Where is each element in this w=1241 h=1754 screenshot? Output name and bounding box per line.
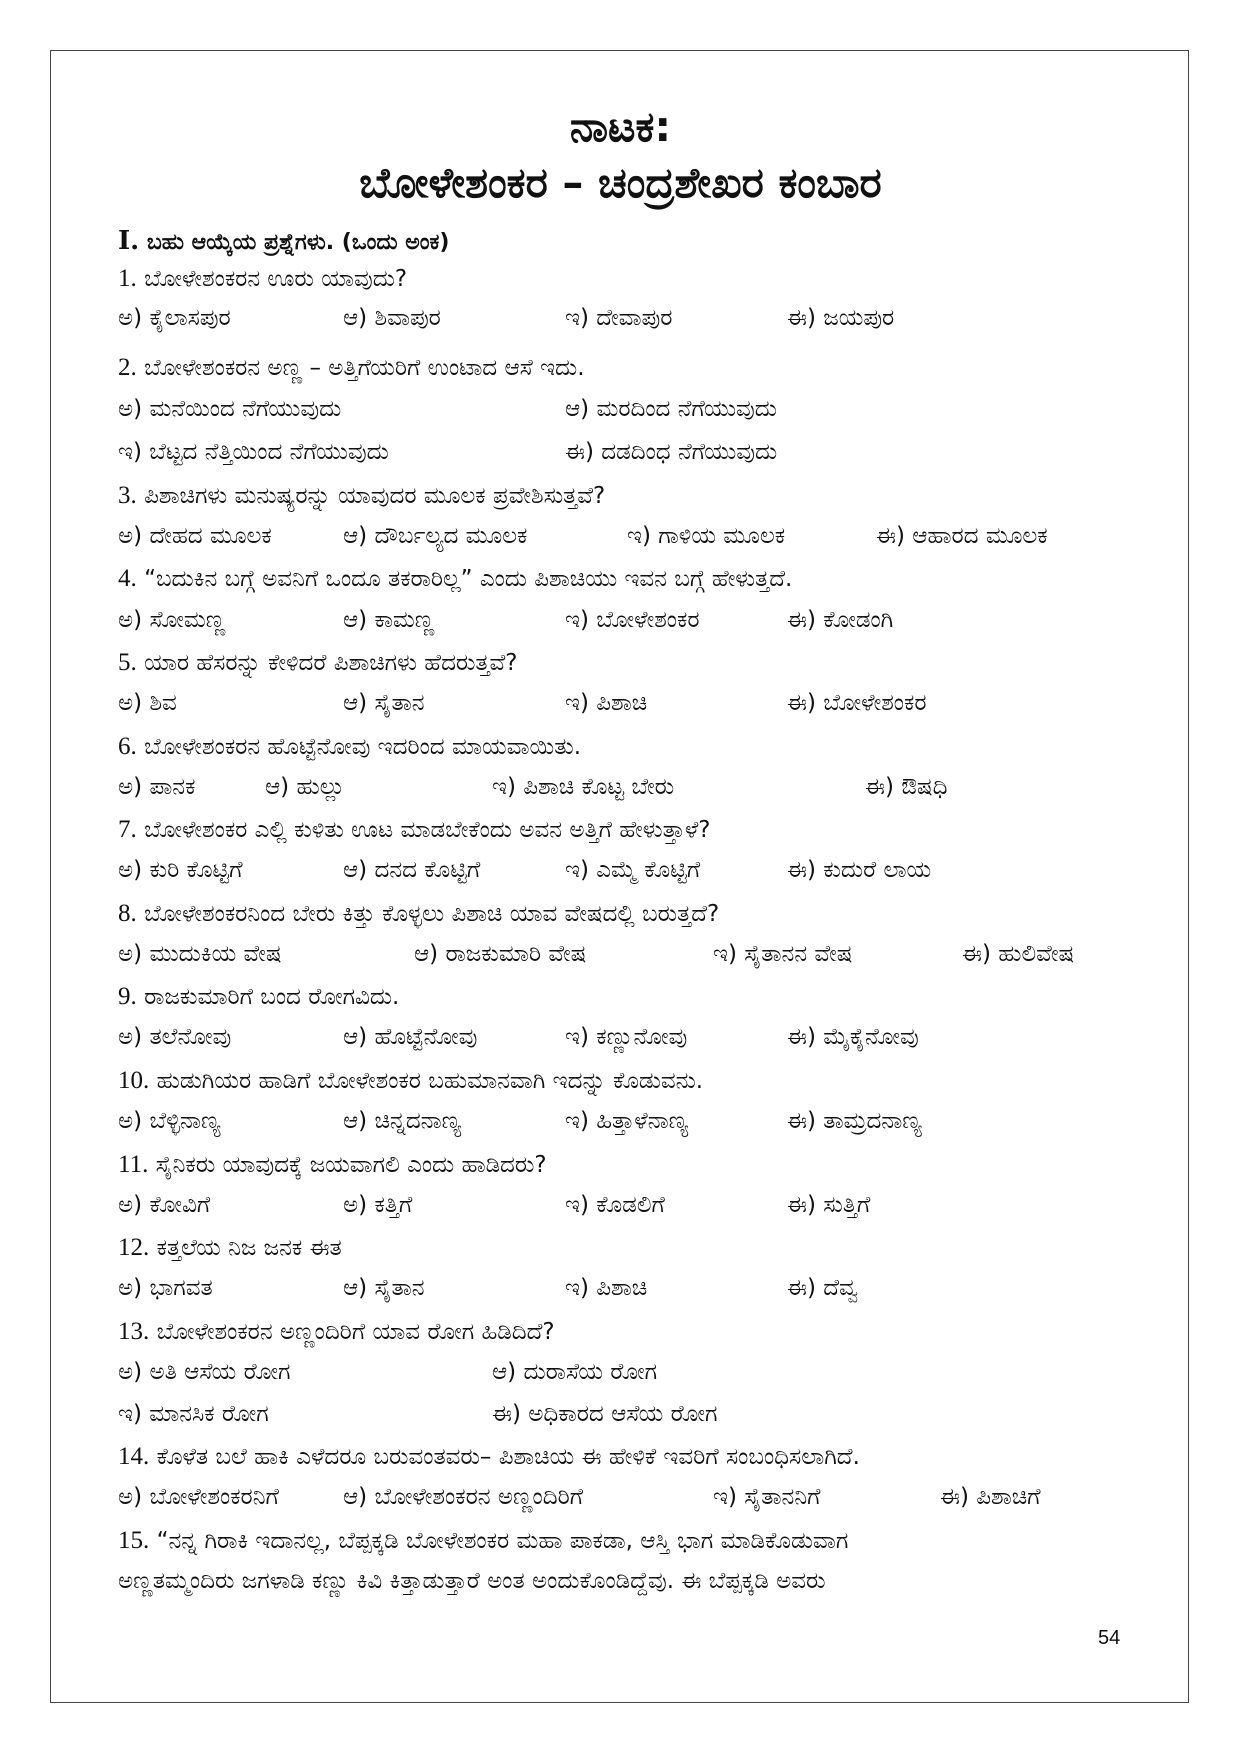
question-text: “ಬದುಕಿನ ಬಗ್ಗೆ ಅವನಿಗೆ ಒಂದೂ ತಕರಾರಿಲ್ಲ” ಎಂದು ಪಿಶಾಚಿಯು ಇವನ ಬಗ್ಗೆ ಹೇಳುತ್ತದೆ. xyxy=(144,566,793,592)
option-a: ಅ) ಮುದುಕಿಯ ವೇಷ xyxy=(118,941,282,967)
option-c: ಇ) ಕಣ್ಣುನೋವು xyxy=(565,1024,688,1050)
question-text: ಕತ್ತಲೆಯ ನಿಜ ಜನಕ ಈತ xyxy=(156,1235,342,1261)
question-text: ರಾಜಕುಮಾರಿಗೆ ಬಂದ ರೋಗವಿದು. xyxy=(144,984,400,1010)
question-7 xyxy=(118,817,710,842)
option-c: ಇ) ಸೈತಾನನ ವೇಷ xyxy=(713,941,853,967)
option-d: ಈ) ಕೋಡಂಗಿ xyxy=(787,607,894,633)
option-c: ಇ) ದೇವಾಪುರ xyxy=(565,305,673,331)
question-number: 12. xyxy=(118,1234,150,1261)
option-b: ಆ) ದನದ ಕೊಟ್ಟಿಗೆ xyxy=(343,857,481,883)
question-text: ಹುಡುಗಿಯರ ಹಾಡಿಗೆ ಬೋಳೇಶಂಕರ ಬಹುಮಾನವಾಗಿ ಇದನ್ನು ಕೊಡುವನು. xyxy=(156,1068,704,1094)
option-a: ಅ) ಬೆಳ್ಳಿನಾಣ್ಯ xyxy=(118,1108,221,1134)
option-a: ಅ) ಬೋಳೇಶಂಕರನಿಗೆ xyxy=(118,1484,279,1510)
option-b: ಆ) ಹುಲ್ಲು xyxy=(265,774,345,800)
option-d: ಈ) ಕುದುರೆ ಲಾಯ xyxy=(787,857,932,883)
option-a: ಅ) ತಲೆನೋವು xyxy=(118,1024,232,1050)
question-text: ಸೈನಿಕರು ಯಾವುದಕ್ಕೆ ಜಯವಾಗಲಿ ಎಂದು ಹಾಡಿದರು? xyxy=(155,1152,547,1178)
option-c: ಇ) ಬೋಳೇಶಂಕರ xyxy=(565,607,700,633)
question-number: 4. xyxy=(118,565,137,592)
option-d: ಈ) ದೆವ್ವ xyxy=(787,1275,858,1301)
option-a: ಅ) ಭಾಗವತ xyxy=(118,1275,213,1301)
option-b: ಅ) ಕತ್ತಿಗೆ xyxy=(343,1192,413,1218)
option-b: ಆ) ಸೈತಾನ xyxy=(343,690,425,716)
question-number: 15. xyxy=(118,1527,150,1554)
question-15 xyxy=(118,1528,848,1553)
question-9 xyxy=(118,984,399,1009)
section-label: ಬಹು ಆಯ್ಕೆಯ ಪ್ರಶ್ನೆಗಳು. (ಒಂದು ಅಂಕ) xyxy=(146,230,450,255)
question-number: 2. xyxy=(118,354,137,381)
question-10 xyxy=(118,1068,703,1093)
question-number: 14. xyxy=(118,1443,150,1470)
option-a: ಅ) ಶಿವ xyxy=(118,690,177,716)
option-d: ಈ) ಸುತ್ತಿಗೆ xyxy=(787,1192,871,1218)
option-b: ಆ) ಶಿವಾಪುರ xyxy=(343,305,441,331)
question-text: ಬೋಳೇಶಂಕರನ ಅಣ್ಣಂದಿರಿಗೆ ಯಾವ ರೋಗ ಹಿಡಿದಿದೆ? xyxy=(156,1319,555,1345)
option-d: ಈ) ತಾಮ್ರದನಾಣ್ಯ xyxy=(787,1108,922,1134)
option-b: ಆ) ದುರಾಸೆಯ ರೋಗ xyxy=(492,1359,658,1385)
question-3 xyxy=(118,483,605,508)
question-text: ಬೋಳೇಶಂಕರನಿಂದ ಬೇರು ಕಿತ್ತು ಕೊಳ್ಳಲು ಪಿಶಾಚಿ ಯಾವ ವೇಷದಲ್ಲಿ ಬರುತ್ತದೆ? xyxy=(144,901,720,927)
option-d: ಈ) ಪಿಶಾಚಿಗೆ xyxy=(940,1484,1041,1510)
question-2 xyxy=(118,355,585,380)
option-b: ಆ) ಚಿನ್ನದನಾಣ್ಯ xyxy=(343,1108,462,1134)
question-number: 8. xyxy=(118,900,137,927)
option-b: ಆ) ರಾಜಕುಮಾರಿ ವೇಷ xyxy=(414,941,587,967)
question-6 xyxy=(118,734,581,759)
question-number: 11. xyxy=(118,1151,149,1178)
section-number: I. xyxy=(118,226,140,256)
option-b: ಆ) ಬೋಳೇಶಂಕರನ ಅಣ್ಣಂದಿರಿಗೆ xyxy=(343,1484,584,1510)
question-text: ಬೋಳೇಶಂಕರ ಎಲ್ಲಿ ಕುಳಿತು ಊಟ ಮಾಡಬೇಕೆಂದು ಅವನ ಅತ್ತಿಗೆ ಹೇಳುತ್ತಾಳೆ? xyxy=(144,817,711,843)
option-b: ಆ) ಹೊಟ್ಟೆನೋವು xyxy=(343,1024,478,1050)
option-a: ಅ) ಸೋಮಣ್ಣ xyxy=(118,607,226,633)
option-c: ಇ) ಪಿಶಾಚಿ ಕೊಟ್ಟ ಬೇರು xyxy=(492,774,675,800)
option-d: ಈ) ಜಯಪುರ xyxy=(787,305,895,331)
question-8 xyxy=(118,901,719,926)
question-12 xyxy=(118,1235,342,1260)
question-number: 5. xyxy=(118,649,137,676)
question-number: 9. xyxy=(118,983,137,1010)
option-a: ಅ) ಕುರಿ ಕೊಟ್ಟಿಗೆ xyxy=(118,857,243,883)
option-c: ಇ) ಕೊಡಲಿಗೆ xyxy=(565,1192,665,1218)
question-text: ಬೋಳೇಶಂಕರನ ಹೊಟ್ಟೆನೋವು ಇದರಿಂದ ಮಾಯವಾಯಿತು. xyxy=(144,734,582,760)
question-text: ಪಿಶಾಚಿಗಳು ಮನುಷ್ಯರನ್ನು ಯಾವುದರ ಮೂಲಕ ಪ್ರವೇಶಿಸುತ್ತವೆ? xyxy=(144,483,606,509)
question-text: ಬೋಳೇಶಂಕರನ ಊರು ಯಾವುದು? xyxy=(144,266,408,292)
option-b: ಆ) ಕಾಮಣ್ಣ xyxy=(343,607,435,633)
option-b: ಆ) ಮರದಿಂದ ನೆಗೆಯುವುದು xyxy=(565,396,777,422)
question-text: “ನನ್ನ ಗಿರಾಕಿ ಇದಾನಲ್ಲ, ಬೆಪ್ಪಕ್ಕಡಿ ಬೋಳೇಶಂಕರ ಮಹಾ ಪಾಕಡಾ, ಆಸ್ತಿ ಭಾಗ ಮಾಡಿಕೊಡುವಾಗ xyxy=(156,1528,849,1554)
question-number: 3. xyxy=(118,482,137,509)
option-a: ಅ) ಮನೆಯಿಂದ ನೆಗೆಯುವುದು xyxy=(118,396,342,422)
option-d: ಈ) ಮೈಕೈನೋವು xyxy=(787,1024,919,1050)
question-number: 10. xyxy=(118,1067,150,1094)
option-d: ಈ) ಅಧಿಕಾರದ ಆಸೆಯ ರೋಗ xyxy=(492,1401,718,1427)
option-d: ಈ) ಹುಲಿವೇಷ xyxy=(962,941,1075,967)
question-number: 13. xyxy=(118,1318,150,1345)
option-c: ಇ) ಬೆಟ್ಟದ ನೆತ್ತಿಯಿಂದ ನೆಗೆಯುವುದು xyxy=(118,439,389,465)
question-number: 1. xyxy=(118,265,137,292)
option-c: ಇ) ಹಿತ್ತಾಳೆನಾಣ್ಯ xyxy=(565,1108,689,1134)
question-11 xyxy=(118,1152,547,1177)
question-4 xyxy=(118,566,792,591)
option-d: ಈ) ದಡದಿಂಧ ನೆಗೆಯುವುದು xyxy=(565,439,778,465)
option-a: ಅ) ದೇಹದ ಮೂಲಕ xyxy=(118,523,272,549)
option-a: ಅ) ಕೈಲಾಸಪುರ xyxy=(118,305,231,331)
question-13 xyxy=(118,1319,555,1344)
page-title: ನಾಟಕ: xyxy=(569,102,672,151)
option-d: ಈ) ಔಷಧಿ xyxy=(865,774,948,800)
page-number: 54 xyxy=(1098,1627,1121,1649)
option-b: ಆ) ದೌರ್ಬಲ್ಯದ ಮೂಲಕ xyxy=(343,523,528,549)
option-c: ಇ) ಗಾಳಿಯ ಮೂಲಕ xyxy=(627,523,786,549)
question-text: ಕೊಳೆತ ಬಲೆ ಹಾಕಿ ಎಳೆದರೂ ಬರುವಂತವರು– ಪಿಶಾಚಿಯ ಈ ಹೇಳಿಕೆ ಇವರಿಗೆ ಸಂಬಂಧಿಸಲಾಗಿದೆ. xyxy=(156,1444,860,1470)
question-number: 6. xyxy=(118,733,137,760)
question-5 xyxy=(118,650,517,675)
question-14 xyxy=(118,1444,860,1469)
question-text: ಯಾರ ಹೆಸರನ್ನು ಕೇಳಿದರೆ ಪಿಶಾಚಿಗಳು ಹೆದರುತ್ತವೆ? xyxy=(144,650,518,676)
option-d: ಈ) ಆಹಾರದ ಮೂಲಕ xyxy=(876,523,1048,549)
option-c: ಇ) ಎಮ್ಮೆ ಕೊಟ್ಟಿಗೆ xyxy=(565,857,701,883)
option-c: ಇ) ಸೈತಾನನಿಗೆ xyxy=(713,1484,821,1510)
question-text: ಬೋಳೇಶಂಕರನ ಅಣ್ಣ – ಅತ್ತಿಗೆಯರಿಗೆ ಉಂಟಾದ ಆಸೆ ಇದು. xyxy=(144,355,585,381)
option-a: ಅ) ಪಾನಕ xyxy=(118,774,196,800)
question-15-continuation: ಅಣ್ಣತಮ್ಮಂದಿರು ಜಗಳಾಡಿ ಕಣ್ಣು ಕಿವಿ ಕಿತ್ತಾಡುತ್ತಾರೆ ಅಂತ ಅಂದುಕೊಂಡಿದ್ದೆವು. ಈ ಬೆಪ್ಪಕ್ಕಡಿ ಅವರು xyxy=(118,1568,826,1594)
option-a: ಅ) ಅತಿ ಆಸೆಯ ರೋಗ xyxy=(118,1359,291,1385)
question-number: 7. xyxy=(118,816,137,843)
section-heading xyxy=(118,226,449,256)
page-subtitle: ಬೋಳೇಶಂಕರ – ಚಂದ್ರಶೇಖರ ಕಂಬಾರ xyxy=(359,158,882,207)
option-c: ಇ) ಪಿಶಾಚಿ xyxy=(565,690,648,716)
option-b: ಆ) ಸೈತಾನ xyxy=(343,1275,425,1301)
option-c: ಇ) ಪಿಶಾಚಿ xyxy=(565,1275,648,1301)
option-d: ಈ) ಬೋಳೇಶಂಕರ xyxy=(787,690,927,716)
option-c: ಇ) ಮಾನಸಿಕ ರೋಗ xyxy=(118,1401,269,1427)
option-a: ಅ) ಕೋವಿಗೆ xyxy=(118,1192,211,1218)
question-1 xyxy=(118,266,407,291)
